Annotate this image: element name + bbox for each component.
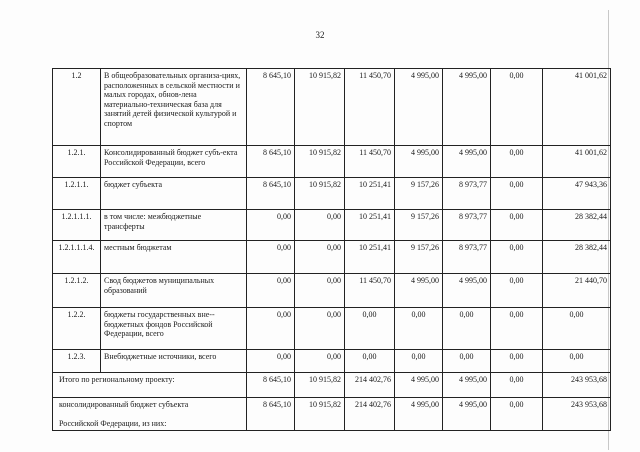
cell-value: 0,00 <box>247 274 295 308</box>
cell-value: 11 450,70 <box>345 146 395 178</box>
table-row <box>53 146 611 178</box>
cell-value: 4 995,00 <box>443 69 491 146</box>
cell-value: 4 995,00 <box>395 274 443 308</box>
cell-value: 4 995,00 <box>443 274 491 308</box>
total-row <box>53 398 611 431</box>
cell-value: 0,00 <box>345 308 395 350</box>
cell-value: 214 402,76 <box>345 373 395 398</box>
page-number: 32 <box>315 30 325 40</box>
cell-value: 0,00 <box>395 350 443 373</box>
cell-value: 0,00 <box>491 146 543 178</box>
cell-value: 0,00 <box>491 178 543 210</box>
cell-value: 9 157,26 <box>395 241 443 274</box>
total-row <box>53 373 611 398</box>
cell-value: 0,00 <box>443 308 491 350</box>
row-code: 1.2.1. <box>53 146 101 178</box>
cell-value: 9 157,26 <box>395 210 443 241</box>
cell-value: 0,00 <box>295 210 345 241</box>
cell-value: 0,00 <box>247 210 295 241</box>
cell-value: 0,00 <box>491 350 543 373</box>
cell-value: 0,00 <box>543 308 611 350</box>
total-label: Итого по региональному проекту: <box>53 373 247 398</box>
cell-value: 8 645,10 <box>247 146 295 178</box>
row-description: бюджет субъекта <box>101 178 247 210</box>
cell-value: 243 953,68 <box>543 373 611 398</box>
cell-value: 0,00 <box>247 241 295 274</box>
cell-value: 10 915,82 <box>295 146 345 178</box>
cell-value: 4 995,00 <box>443 398 491 431</box>
row-description: в том числе: межбюджетные трансферты <box>101 210 247 241</box>
row-code: 1.2.2. <box>53 308 101 350</box>
cell-value: 11 450,70 <box>345 69 395 146</box>
cell-value: 8 973,77 <box>443 241 491 274</box>
total-label <box>53 398 247 431</box>
cell-value: 0,00 <box>395 308 443 350</box>
row-code: 1.2.3. <box>53 350 101 373</box>
table-row <box>53 178 611 210</box>
table-row <box>53 241 611 274</box>
row-description: В общеобразовательных организа-циях, расположенных в сельской местности и малых городах, обнов-лена материально-техническая база для занятий детей физической культурой и спортом <box>101 69 247 146</box>
cell-value: 214 402,76 <box>345 398 395 431</box>
row-code: 1.2.1.1.1. <box>53 210 101 241</box>
table-row <box>53 69 611 146</box>
total-label-line1: консолидированный бюджет субъекта <box>59 400 189 409</box>
table-row <box>53 308 611 350</box>
total-label-line2: Российской Федерации, из них: <box>59 418 167 428</box>
cell-value: 0,00 <box>295 274 345 308</box>
cell-value: 0,00 <box>491 69 543 146</box>
row-description: бюджеты государственных вне-бюджетных фондов Российской Федерации, всего <box>101 308 247 350</box>
cell-value: 8 645,10 <box>247 373 295 398</box>
cell-value: 0,00 <box>247 350 295 373</box>
cell-value: 243 953,68 <box>543 398 611 431</box>
cell-value: 10 915,82 <box>295 398 345 431</box>
cell-value: 0,00 <box>295 241 345 274</box>
cell-value: 11 450,70 <box>345 274 395 308</box>
cell-value: 28 382,44 <box>543 210 611 241</box>
budget-table <box>52 68 611 431</box>
cell-value: 8 645,10 <box>247 69 295 146</box>
row-code: 1.2.1.2. <box>53 274 101 308</box>
cell-value: 0,00 <box>491 398 543 431</box>
cell-value: 4 995,00 <box>443 146 491 178</box>
row-code: 1.2 <box>53 69 101 146</box>
cell-value: 41 001,62 <box>543 146 611 178</box>
cell-value: 4 995,00 <box>395 146 443 178</box>
cell-value: 10 915,82 <box>295 69 345 146</box>
table-row <box>53 274 611 308</box>
cell-value: 0,00 <box>443 350 491 373</box>
cell-value: 10 915,82 <box>295 178 345 210</box>
cell-value: 10 251,41 <box>345 178 395 210</box>
cell-value: 0,00 <box>345 350 395 373</box>
row-code: 1.2.1.1. <box>53 178 101 210</box>
cell-value: 0,00 <box>491 308 543 350</box>
cell-value: 28 382,44 <box>543 241 611 274</box>
cell-value: 0,00 <box>543 350 611 373</box>
cell-value: 4 995,00 <box>395 373 443 398</box>
row-code: 1.2.1.1.1.4. <box>53 241 101 274</box>
row-description: Свод бюджетов муниципальных образований <box>101 274 247 308</box>
cell-value: 4 995,00 <box>395 69 443 146</box>
cell-value: 10 251,41 <box>345 241 395 274</box>
cell-value: 0,00 <box>491 274 543 308</box>
row-description: Внебюджетные источники, всего <box>101 350 247 373</box>
cell-value: 8 645,10 <box>247 398 295 431</box>
row-description: Консолидированный бюджет субъ-екта Российской Федерации, всего <box>101 146 247 178</box>
cell-value: 9 157,26 <box>395 178 443 210</box>
cell-value: 0,00 <box>247 308 295 350</box>
row-description: местным бюджетам <box>101 241 247 274</box>
cell-value: 47 943,36 <box>543 178 611 210</box>
cell-value: 0,00 <box>295 308 345 350</box>
cell-value: 0,00 <box>491 373 543 398</box>
table-row <box>53 210 611 241</box>
cell-value: 10 251,41 <box>345 210 395 241</box>
cell-value: 4 995,00 <box>395 398 443 431</box>
cell-value: 0,00 <box>295 350 345 373</box>
cell-value: 41 001,62 <box>543 69 611 146</box>
cell-value: 0,00 <box>491 241 543 274</box>
table-row <box>53 350 611 373</box>
cell-value: 8 973,77 <box>443 178 491 210</box>
cell-value: 10 915,82 <box>295 373 345 398</box>
cell-value: 0,00 <box>491 210 543 241</box>
cell-value: 8 645,10 <box>247 178 295 210</box>
cell-value: 8 973,77 <box>443 210 491 241</box>
cell-value: 21 440,70 <box>543 274 611 308</box>
cell-value: 4 995,00 <box>443 373 491 398</box>
